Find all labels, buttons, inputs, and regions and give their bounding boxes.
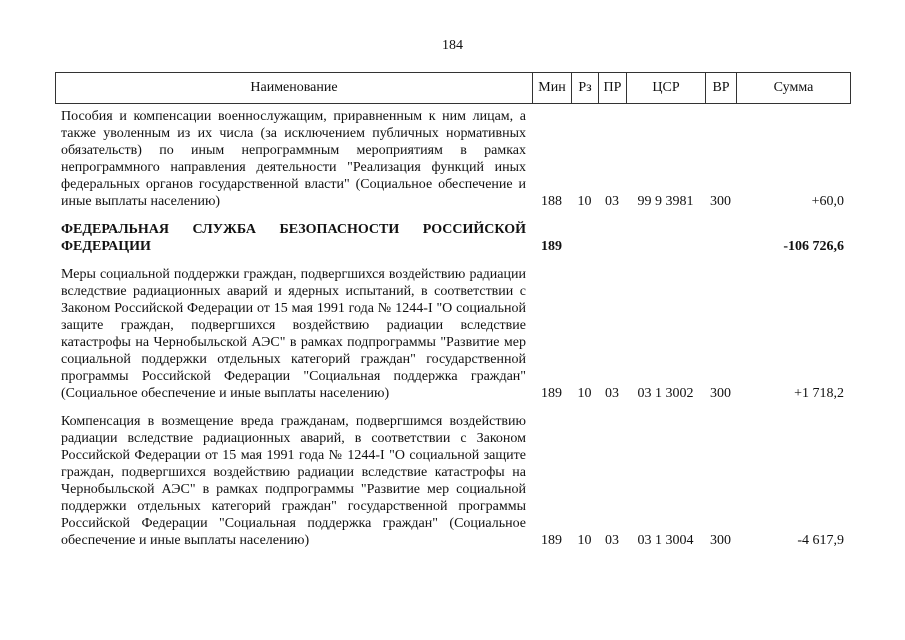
row-csr: 03 1 3002	[637, 386, 694, 401]
column-header-rz: Рз	[572, 73, 599, 104]
column-header-pr: ПР	[599, 73, 627, 104]
table-row	[55, 266, 850, 402]
row-name: ФЕДЕРАЛЬНАЯ СЛУЖБА БЕЗОПАСНОСТИ РОССИЙСКОЙ ФЕДЕРАЦИИ	[61, 222, 526, 254]
row-csr: 03 1 3004	[637, 533, 694, 548]
row-vr: 300	[710, 194, 731, 209]
row-pr: 03	[605, 386, 619, 401]
column-header-vr: ВР	[706, 73, 737, 104]
row-pr: 03	[605, 533, 619, 548]
row-min: 189	[541, 386, 562, 401]
row-name: Пособия и компенсации военнослужащим, приравненным к ним лицам, а также уволенным из их числа (за исключением публичных нормативных обязательств) по иным непрограммным мероприятиям в рамках непрограммного направления деятельности "Реализация функций иных федеральных органов государственной власти" (Социальное обеспечение и иные выплаты населению)	[61, 109, 526, 209]
table-row	[55, 108, 850, 210]
column-header-min: Мин	[533, 73, 572, 104]
row-min: 188	[541, 194, 562, 209]
row-sum: +60,0	[811, 194, 844, 209]
column-header-sum: Сумма	[737, 73, 851, 104]
row-min: 189	[541, 239, 562, 254]
row-pr	[598, 221, 626, 255]
row-vr: 300	[710, 386, 731, 401]
table-header	[55, 72, 851, 104]
page-number: 184	[442, 38, 463, 53]
row-vr	[705, 221, 736, 255]
table-row	[55, 221, 850, 255]
column-header-name: Наименование	[56, 73, 533, 104]
budget-table	[55, 108, 850, 549]
row-sum: -4 617,9	[797, 533, 844, 548]
row-sum: +1 718,2	[794, 386, 844, 401]
table-row	[55, 413, 850, 549]
row-sum: -106 726,6	[783, 239, 844, 254]
row-rz: 10	[577, 194, 592, 209]
row-min: 189	[541, 533, 562, 548]
row-vr: 300	[710, 533, 731, 548]
row-rz: 10	[577, 533, 592, 548]
row-name: Компенсация в возмещение вреда гражданам, подвергшимся воздействию радиации вследствие радиационных аварий, в соответствии с Законом Российской Федерации от 15 мая 1991 года № 1244-I "О социальной защите граждан, подвергшихся воздействию радиации вследствие катастрофы на Чернобыльской АЭС" в рамках подпрограммы "Развитие мер социальной поддержки отдельных категорий граждан" государственной программы Российской Федерации "Социальная поддержка граждан" (Социальное обеспечение и иные выплаты населению)	[61, 414, 526, 548]
row-rz	[571, 221, 598, 255]
row-name: Меры социальной поддержки граждан, подвергшихся воздействию радиации вследствие радиационных аварий и ядерных испытаний, в соответствии с Законом Российской Федерации от 15 мая 1991 года № 1244-I "О социальной защите граждан, подвергшихся воздействию радиации вследствие катастрофы на Чернобыльской АЭС" в рамках подпрограммы "Развитие мер социальной поддержки отдельных категорий граждан" государственной программы Российской Федерации "Социальная поддержка граждан" (Социальное обеспечение и иные выплаты населению)	[61, 267, 526, 401]
column-header-csr: ЦСР	[627, 73, 706, 104]
row-csr	[626, 221, 705, 255]
row-csr: 99 9 3981	[637, 194, 694, 209]
row-rz: 10	[577, 386, 592, 401]
row-pr: 03	[605, 194, 619, 209]
